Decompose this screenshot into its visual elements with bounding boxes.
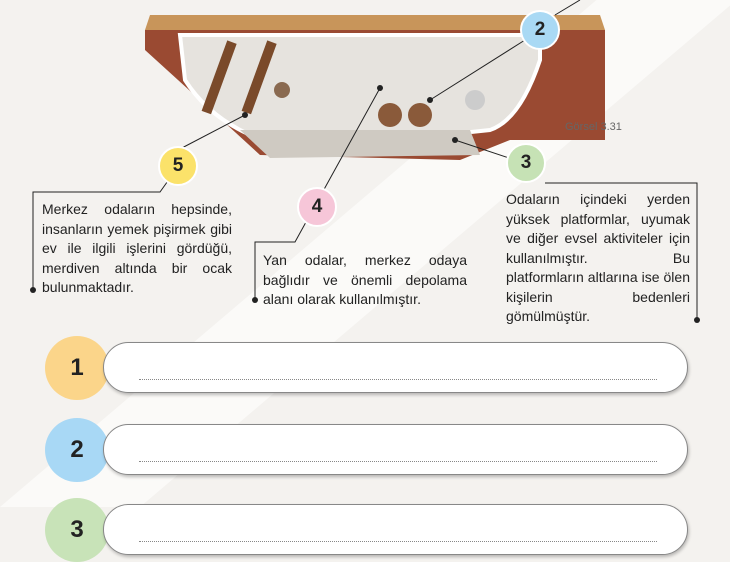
answer-number-3: 3 bbox=[45, 498, 109, 562]
callout-text-5: Merkez odaların hepsinde, insanların yemek pişirmek gibi ev ile ilgili işlerini gördüğü, merdiven altında bir ocak bulunmaktadır. bbox=[42, 201, 232, 295]
answer-line bbox=[139, 541, 657, 542]
answer-line bbox=[139, 461, 657, 462]
callout-badge-4: 4 bbox=[297, 187, 337, 227]
answer-field-3[interactable] bbox=[103, 504, 688, 555]
answer-number-1: 1 bbox=[45, 336, 109, 400]
answer-line bbox=[139, 379, 657, 380]
callout-badge-5: 5 bbox=[158, 146, 198, 186]
answer-field-2[interactable] bbox=[103, 424, 688, 475]
figure-caption: Görsel 3.31 bbox=[565, 121, 622, 133]
answer-number-2: 2 bbox=[45, 418, 109, 482]
callout-badge-2: 2 bbox=[520, 10, 560, 50]
callout-text-4: Yan odalar, merkez odaya bağlıdır ve önemli depolama alanı olarak kullanılmıştır. bbox=[263, 252, 467, 307]
callout-badge-3: 3 bbox=[506, 143, 546, 183]
callout-text-3: Odaların içindeki yerden yüksek platformlar, uyumak ve diğer evsel aktiviteler için kullanılmıştır. Bu platformların altlarına ise ölen kişilerin bedenleri gömülmüştür. bbox=[506, 191, 690, 324]
answer-field-1[interactable] bbox=[103, 342, 688, 393]
